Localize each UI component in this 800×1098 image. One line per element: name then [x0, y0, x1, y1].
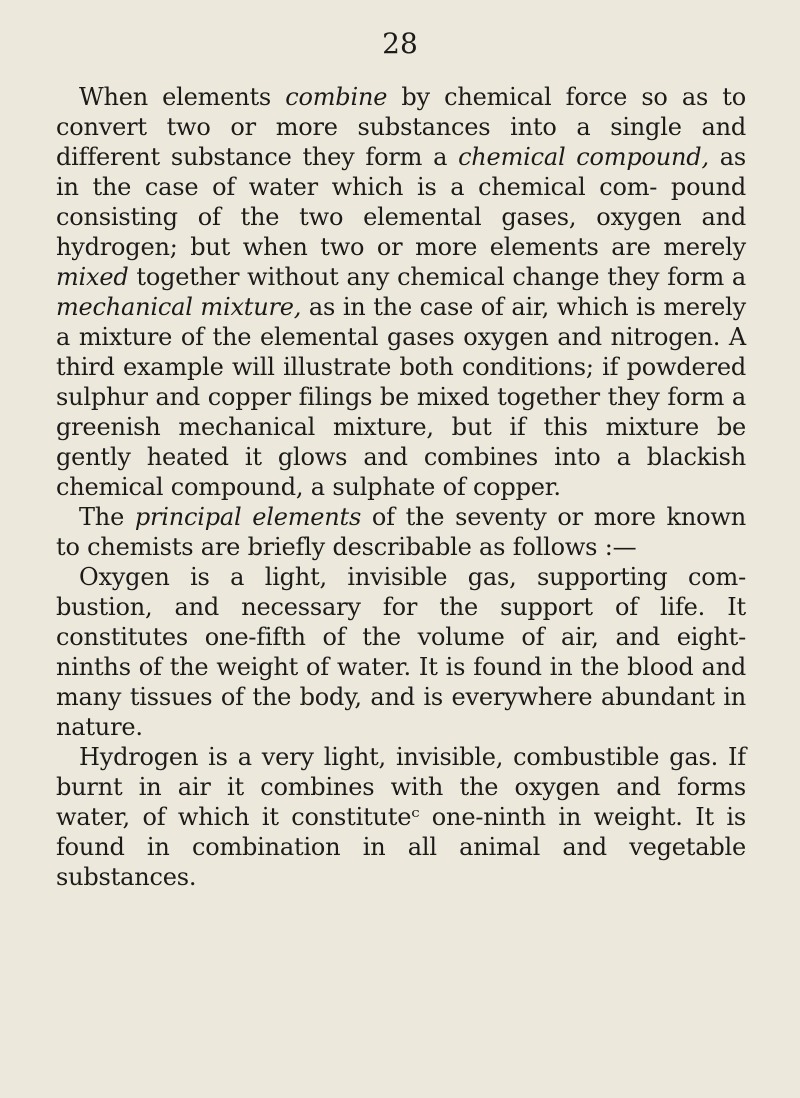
text-run: as in the case of water which is a chemical com- pound consisting of the two elemental gases, oxygen and hydrogen; but when two or more elements are merely	[56, 143, 747, 261]
text-run: Oxygen is a light, invisible gas, supporting com- bustion, and necessary for the support of life. It constitutes one-fifth of the volume of air, and eight- ninths of the weight of water. It is found in the blood and many tissues of the body, and is everywhere abundant in nature.	[56, 563, 746, 741]
text-run: as in the case of air, which is merely a mixture of the elemental gases oxygen and nitrogen. A third example will illustrate both conditions; if powdered sulphur and copper filings be mixed together they form a greenish mechanical mixture, but if this mixture be gently heated it glows and combines into a blackish chemical compound, a sulphate of copper.	[56, 293, 746, 501]
paragraph-oxygen	[56, 562, 746, 742]
italic-term-mixed: mixed	[56, 263, 129, 291]
italic-term-mechanical-mixture: mechanical mixture,	[56, 293, 302, 321]
body-text	[56, 82, 746, 892]
text-run: of the seventy or more known to chemists are briefly describable as follows :—	[56, 503, 746, 561]
paragraph-hydrogen	[56, 742, 746, 892]
italic-term-principal-elements: principal elements	[134, 503, 362, 531]
text-run: Hydrogen is a very light, invisible, combustible gas. If burnt in air it combines with the oxygen and forms water, of which it constituteᶜ one-ninth in weight. It is found in combination in all animal and vegetable substances.	[56, 743, 746, 891]
text-run: When elements	[79, 83, 286, 111]
text-run: The	[79, 503, 135, 531]
italic-term-combine: combine	[285, 83, 388, 111]
italic-term-chemical-compound: chemical compound,	[458, 143, 709, 171]
text-run: by chemical force so as to convert two or more substances into a single and different substance they form a	[56, 83, 746, 171]
paragraph-compounds	[56, 82, 746, 502]
paragraph-principal-elements	[56, 502, 746, 562]
text-run: together without any chemical change they form a	[128, 263, 746, 291]
page-number: 28	[382, 27, 418, 60]
